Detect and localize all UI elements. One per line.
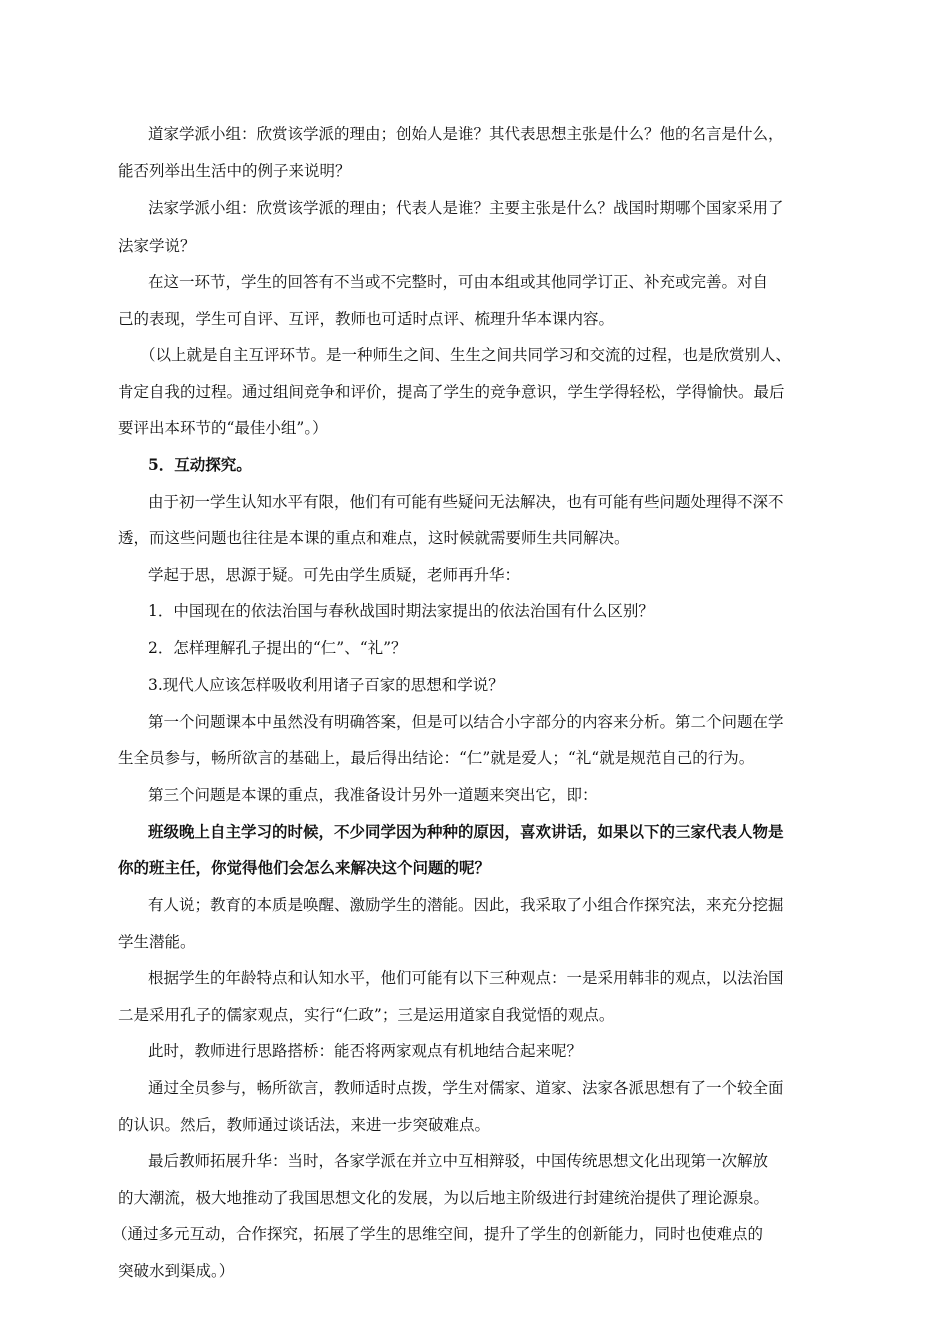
text-line: 最后教师拓展升华：当时，各家学派在并立中互相辩驳，中国传统思想文化出现第一次解放 <box>148 1152 769 1170</box>
text-line: 在这一环节，学生的回答有不当或不完整时，可由本组或其他同学订正、补充或完善。对自 <box>148 273 769 291</box>
text-line: 肯定自我的过程。通过组间竞争和评价，提高了学生的竞争意识，学生学得轻松，学得愉快。最后 <box>118 383 785 401</box>
text-line: 学起于思，思源于疑。可先由学生质疑，老师再升华： <box>148 566 521 584</box>
text-line: 道家学派小组：欣赏该学派的理由；创始人是谁？其代表思想主张是什么？他的名言是什么， <box>148 125 784 143</box>
text-line: 根据学生的年龄特点和认知水平，他们可能有以下三种观点：一是采用韩非的观点，以法治国 <box>148 969 784 987</box>
text-line: 此时，教师进行思路搭桥：能否将两家观点有机地结合起来呢？ <box>148 1042 583 1060</box>
text-line: 要评出本环节的“最佳小组”。） <box>118 419 328 437</box>
text-line: 法家学说？ <box>118 237 196 255</box>
text-line: （以上就是自主互评环节。是一种师生之间、生生之间共同学习和交流的过程，也是欣赏别人、 <box>140 346 792 364</box>
text-line: 二是采用孔子的儒家观点，实行“仁政”；三是运用道家自我觉悟的观点。 <box>118 1006 615 1024</box>
text-line: 学生潜能。 <box>118 933 196 951</box>
text-line: 通过全员参与，畅所欲言，教师适时点拨，学生对儒家、道家、法家各派思想有了一个较全面 <box>148 1079 784 1097</box>
text-line: 第一个问题课本中虽然没有明确答案，但是可以结合小字部分的内容来分析。第二个问题在学 <box>148 713 784 731</box>
text-line: 生全员参与，畅所欲言的基础上，最后得出结论：“仁”就是爱人；“礼“就是规范自己的行为。 <box>118 749 755 767</box>
question-line: 班级晚上自主学习的时候，不少同学因为种种的原因，喜欢讲话，如果以下的三家代表人物是 <box>148 822 784 841</box>
text-line: （通过多元互动，合作探究，拓展了学生的思维空间，提升了学生的创新能力，同时也使难点的 <box>112 1225 764 1243</box>
text-line: 己的表现，学生可自评、互评，教师也可适时点评、梳理升华本课内容。 <box>118 310 615 328</box>
text-line: 的认识。然后，教师通过谈话法，来进一步突破难点。 <box>118 1116 491 1134</box>
text-line: 的大潮流，极大地推动了我国思想文化的发展，为以后地主阶级进行封建统治提供了理论源泉。 <box>118 1189 770 1207</box>
list-item: 1．中国现在的依法治国与春秋战国时期法家提出的依法治国有什么区别？ <box>148 602 654 620</box>
text-line: 透，而这些问题也往往是本课的重点和难点，这时候就需要师生共同解决。 <box>118 529 630 547</box>
list-item: 2．怎样理解孔子提出的“仁”、“礼”？ <box>148 639 407 657</box>
text-line: 第三个问题是本课的重点，我准备设计另外一道题来突出它，即： <box>148 786 598 804</box>
section-heading: 5．互动探究。 <box>148 455 252 474</box>
text-line: 突破水到渠成。） <box>118 1262 235 1280</box>
text-line: 能否列举出生活中的例子来说明？ <box>118 162 351 180</box>
text-line: 有人说；教育的本质是唤醒、激励学生的潜能。因此，我采取了小组合作探究法，来充分挖掘 <box>148 896 784 914</box>
text-line: 法家学派小组：欣赏该学派的理由；代表人是谁？主要主张是什么？战国时期哪个国家采用了 <box>148 199 784 217</box>
list-item: 3.现代人应该怎样吸收利用诸子百家的思想和学说？ <box>148 676 504 694</box>
question-line: 你的班主任，你觉得他们会怎么来解决这个问题的呢？ <box>118 858 491 877</box>
text-line: 由于初一学生认知水平有限，他们有可能有些疑问无法解决，也有可能有些问题处理得不深不 <box>148 493 784 511</box>
